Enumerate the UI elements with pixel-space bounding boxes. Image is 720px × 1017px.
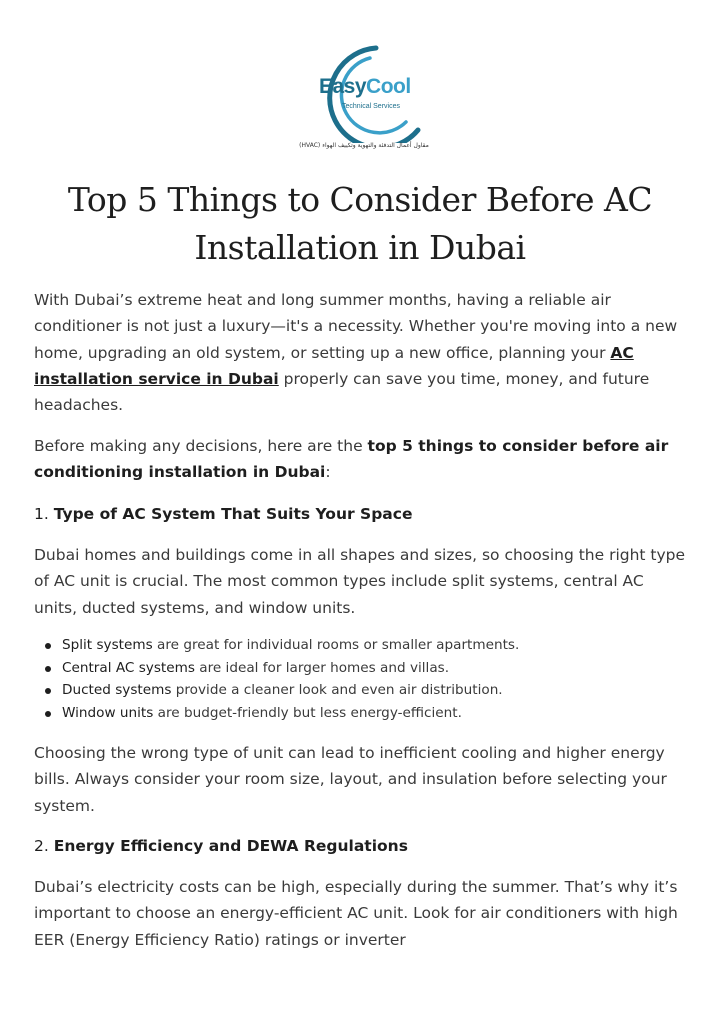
list-item: Split systems are great for individual rooms or smaller apartments. [34,634,674,657]
section-1-heading: 1. Type of AC System That Suits Your Space [34,505,413,523]
section-1-closing: Choosing the wrong type of unit can lead to inefficient cooling and higher energy bills. Always consider your room size, layout, and insulation before selecting your system. [34,744,667,815]
lead-highlight: top 5 things to consider before air conditioning installation in Dubai [34,437,669,482]
list-item: Window units are budget-friendly but less energy-efficient. [34,702,674,725]
logo-wordmark: EasyCool [319,75,411,98]
logo-subtitle: Technical Services [342,103,400,110]
list-item: Ducted systems provide a cleaner look and even air distribution. [34,679,674,702]
list-item: Central AC systems are ideal for larger homes and villas. [34,657,674,680]
intro-paragraph: With Dubai’s extreme heat and long summer months, having a reliable air conditioner is not just a luxury—it's a necessity. Whether you're moving into a new home, upgrading an old system, or setting up a new office, planning your AC installation service in Dubai properly can save you time, money, and future headaches. [34,291,678,415]
ac-installation-link[interactable]: AC installation service in Dubai [34,343,634,388]
section-2-heading: 2. Energy Efficiency and DEWA Regulations [34,837,408,855]
logo-tagline: (HVAC) مقاول أعمال التدفئة والتهوية وتكييف الهواء [299,142,429,149]
brand-logo [290,38,438,158]
lead-paragraph: Before making any decisions, here are the top 5 things to consider before air conditioning installation in Dubai: [34,437,669,482]
ac-types-list [34,634,674,725]
section-1-paragraph: Dubai homes and buildings come in all shapes and sizes, so choosing the right type of AC unit is crucial. The most common types include split systems, central AC units, ducted systems, and window units. [34,546,686,617]
page-title: Top 5 Things to Consider Before AC Installation in Dubai [67,180,653,267]
section-2-paragraph: Dubai’s electricity costs can be high, especially during the summer. That’s why it’s important to choose an energy-efficient AC unit. Look for air conditioners with high EER (Energy Efficiency Ratio) ratings or inverter [34,878,678,949]
